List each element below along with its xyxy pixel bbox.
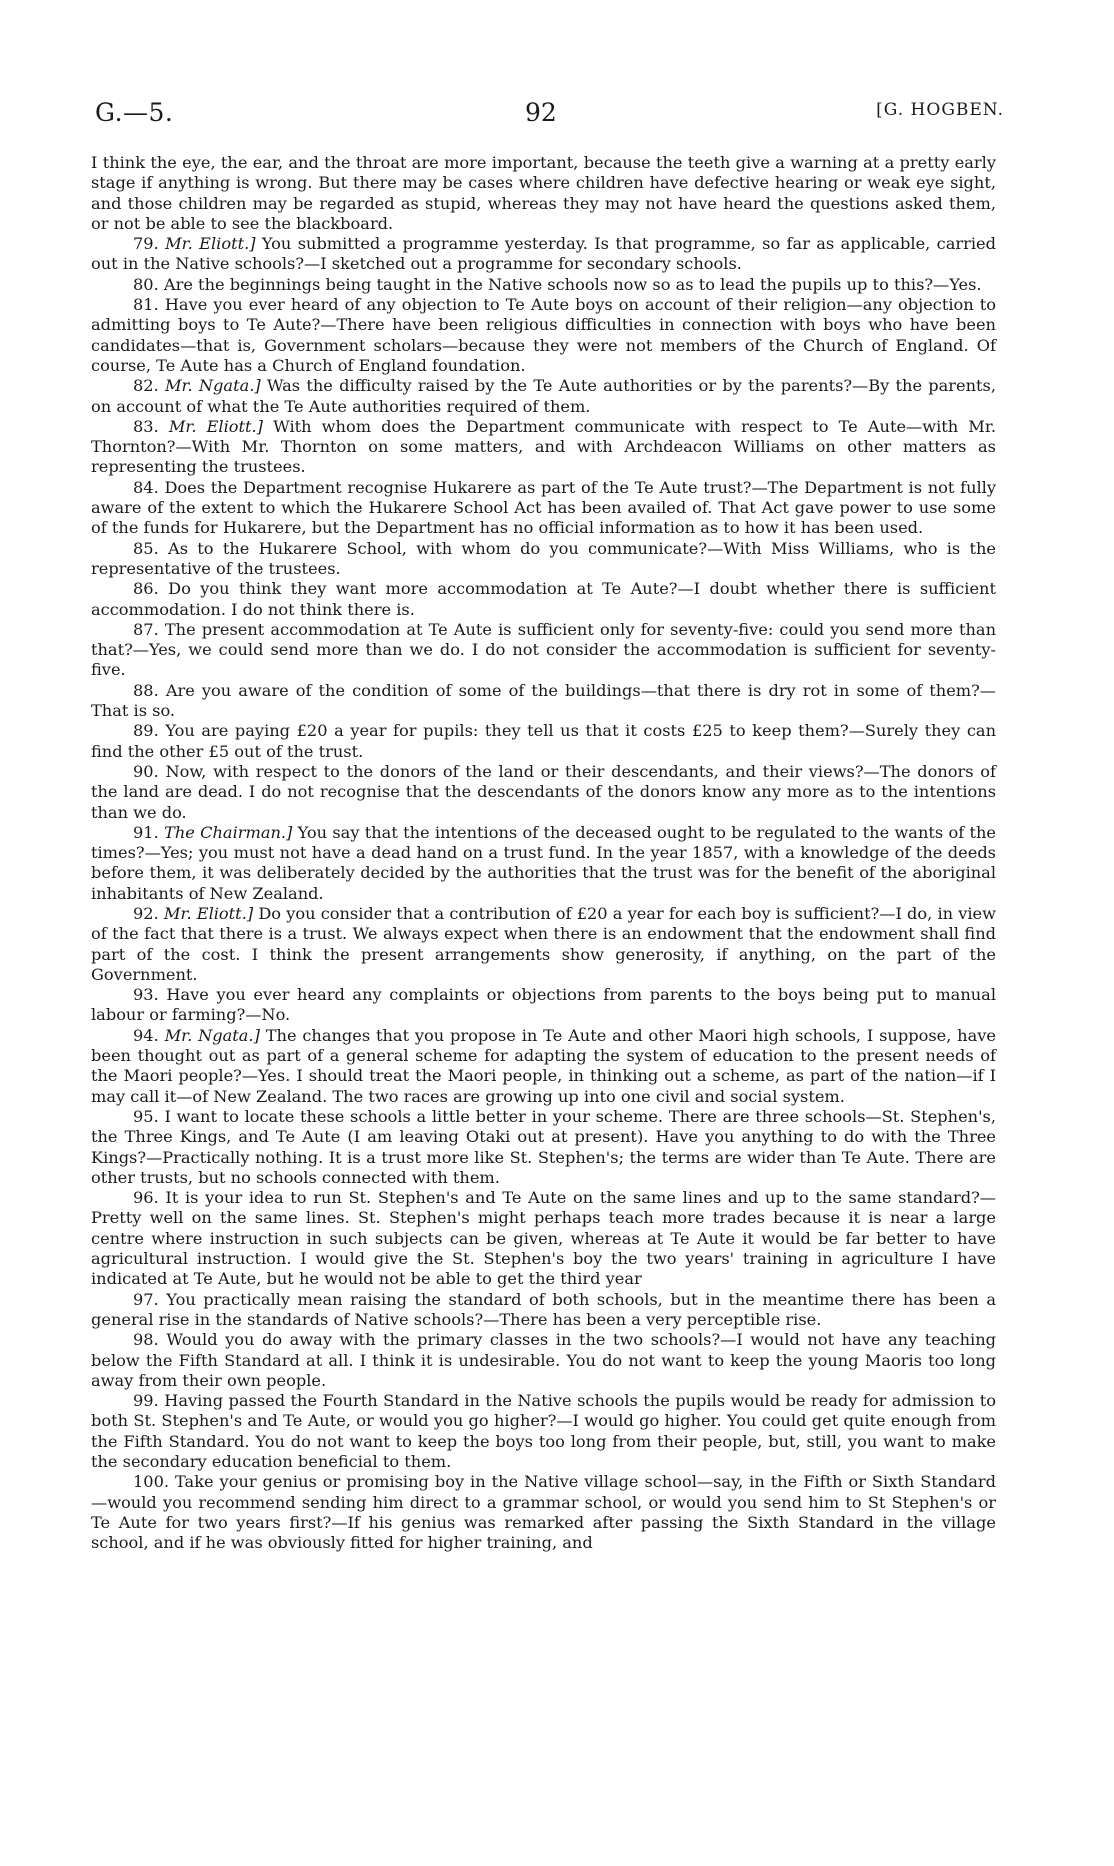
question-number: 90. xyxy=(133,761,159,781)
question-number: 97. xyxy=(133,1289,159,1309)
paragraph-text: You submitted a programme yesterday. Is that programme, so far as applicable, carried out in the Native schools?—I sketched out a programme for secondary schools. xyxy=(91,234,996,274)
paragraph-text: Are you aware of the condition of some of the buildings—that there is dry rot in some of them?—That is so. xyxy=(91,680,996,721)
paragraph-text: It is your idea to run St. Stephen's and Te Aute on the same lines and up to the same standard?—Pretty well on the same lines. St. Stephen's might perhaps teach more trades because it is near a large centre where instruction in such subjects can be given, whereas at Te Aute it would be far better to have agricultural instruction. I would give the St. Stephen's boy the two years' training in agriculture I have indicated at Te Aute, but he would not be able to get the third year xyxy=(91,1188,996,1289)
speaker-name: Mr. Ngata.] xyxy=(164,376,261,396)
paragraph-text: With whom does the Department communicate with respect to Te Aute—with Mr. Thornton?—With Mr. Thornton on some matters, and with Archdeacon Williams on other matters as representing the trustees. xyxy=(91,416,996,477)
paragraph-text: The changes that you propose in Te Aute and other Maori high schools, I suppose, have been thought out as part of a general scheme for adapting the system of education to the present needs of the Maori people?—Yes. I should treat the Maori people, in thinking out a scheme, as part of the nation—if I may call it—of New Zealand. The two races are growing up into one civil and social system. xyxy=(91,1025,996,1106)
paragraph-text: You are paying £20 a year for pupils: they tell us that it costs £25 to keep them?—Surely they can find the other £5 out of the trust. xyxy=(91,721,997,761)
paragraph xyxy=(91,1026,996,1107)
paragraph xyxy=(91,1391,996,1472)
paragraph-text: Do you consider that a contribution of £20 a year for each boy is sufficient?—I do, in view of the fact that there is a trust. We always expect when there is an endowment that the endowment shall find part of the cost. I think the present arrangements show generosity, if anything, on the part of the Government. xyxy=(91,903,996,984)
paragraph-text: Have you ever heard any complaints or objections from parents to the boys being put to manual labour or farming?—No. xyxy=(91,985,997,1025)
paragraph xyxy=(91,275,996,295)
question-number: 79. xyxy=(133,234,159,254)
paragraph xyxy=(91,620,996,681)
question-number: 84. xyxy=(133,477,159,497)
speaker-name: Mr. Eliott.] xyxy=(165,234,256,254)
paragraph xyxy=(91,1290,996,1331)
paragraph xyxy=(91,579,996,620)
paragraph xyxy=(91,417,996,478)
paragraph xyxy=(91,762,996,823)
question-number: 86. xyxy=(133,579,159,599)
question-number: 95. xyxy=(133,1106,159,1126)
question-number: 94. xyxy=(133,1025,159,1045)
paragraph xyxy=(91,153,996,234)
question-number: 80. xyxy=(133,274,159,294)
paragraph xyxy=(91,1330,996,1391)
paragraph xyxy=(91,721,996,762)
paragraph xyxy=(91,234,996,275)
paragraph xyxy=(91,1107,996,1188)
question-number: 100. xyxy=(133,1472,170,1492)
paragraph xyxy=(91,985,996,1026)
paragraph-text: You say that the intentions of the deceased ought to be regulated to the wants of the times?—Yes; you must not have a dead hand on a trust fund. In the year 1857, with a knowledge of the deeds before them, it was deliberately decided by the authorities that the trust was for the benefit of the aboriginal inhabitants of New Zealand. xyxy=(91,822,996,903)
question-number: 92. xyxy=(133,903,159,923)
paragraph xyxy=(91,1188,996,1289)
page-number: 92 xyxy=(525,98,557,127)
paragraph xyxy=(91,904,996,985)
speaker-name: The Chairman.] xyxy=(164,822,293,842)
question-number: 93. xyxy=(133,985,159,1005)
question-number: 99. xyxy=(133,1391,159,1411)
question-number: 89. xyxy=(133,721,159,741)
paragraph-text: Now, with respect to the donors of the land or their descendants, and their views?—The donors of the land are dead. I do not recognise that the descendants of the donors know any more as to the intentions than we do. xyxy=(91,761,996,822)
witness-name: [G. HOGBEN. xyxy=(876,100,1004,120)
paragraph xyxy=(91,539,996,580)
question-number: 88. xyxy=(133,680,159,700)
question-number: 91. xyxy=(133,822,159,842)
paragraph-text: I want to locate these schools a little better in your scheme. There are three schools—St. Stephen's, the Three Kings, and Te Aute (I am leaving Otaki out at present). Have you anything to do with the Three Kings?—Practically nothing. It is a trust more like St. Stephen's; the terms are wider than Te Aute. There are other trusts, but no schools connected with them. xyxy=(91,1106,996,1187)
paragraph-text: Have you ever heard of any objection to Te Aute boys on account of their religion—any objection to admitting boys to Te Aute?—There have been religious difficulties in connection with boys who have been candidates—that is, Government scholars—because they were not members of the Church of England. Of course, Te Aute has a Church of England foundation. xyxy=(91,295,996,375)
question-number: 83. xyxy=(133,416,159,436)
paragraph-text: You practically mean raising the standard of both schools, but in the meantime there has been a general rise in the standards of Native schools?—There has been a very perceptible rise. xyxy=(91,1289,996,1329)
question-number: 87. xyxy=(133,619,159,639)
question-number: 98. xyxy=(133,1330,159,1350)
page-header xyxy=(95,98,1004,132)
paragraph-text: Do you think they want more accommodation at Te Aute?—I doubt whether there is sufficient accommodation. I do not think there is. xyxy=(91,579,996,619)
paragraph xyxy=(91,823,996,904)
paragraph xyxy=(91,376,996,417)
paragraph-text: Having passed the Fourth Standard in the Native schools the pupils would be ready for admission to both St. Stephen's and Te Aute, or would you go higher?—I would go higher. You could get quite enough from the Fifth Standard. You do not want to keep the boys too long from their people, but, still, you want to make the secondary education beneficial to them. xyxy=(91,1391,996,1471)
paragraph-text: I think the eye, the ear, and the throat are more important, because the teeth give a warning at a pretty early stage if anything is wrong. But there may be cases where children have defective hearing or weak eye sight, and those children may be regarded as stupid, whereas they may not have heard the questions asked them, or not be able to see the blackboard. xyxy=(91,153,996,233)
paragraph-text: Does the Department recognise Hukarere as part of the Te Aute trust?—The Department is not fully aware of the extent to which the Hukarere School Act has been availed of. That Act gave power to use some of the funds for Hukarere, but the Department has no official information as to how it has been used. xyxy=(91,477,996,538)
paragraph-text: Are the beginnings being taught in the Native schools now so as to lead the pupils up to this?—Yes. xyxy=(163,274,982,294)
speaker-name: Mr. Ngata.] xyxy=(164,1025,260,1045)
paragraph xyxy=(91,1472,996,1553)
paragraph xyxy=(91,478,996,539)
speaker-name: Mr. Eliott.] xyxy=(168,416,264,436)
paragraph xyxy=(91,295,996,376)
parliamentary-paper-reference: G.—5. xyxy=(95,98,174,127)
paragraph xyxy=(91,681,996,722)
question-number: 85. xyxy=(133,538,159,558)
paragraph-text: Take your genius or promising boy in the Native village school—say, in the Fifth or Sixth Standard—would you recommend sending him direct to a grammar school, or would you send him to St Stephen's or Te Aute for two years first?—If his genius was remarked after passing the Sixth Standard in the village school, and if he was obviously fitted for higher training, and xyxy=(91,1472,996,1553)
paragraph-text: The present accommodation at Te Aute is sufficient only for seventy-five: could you send more than that?—Yes, we could send more than we do. I do not consider the accommodation is sufficient for seventy-five. xyxy=(91,619,996,680)
speaker-name: Mr. Eliott.] xyxy=(163,903,254,923)
paragraph-text: Would you do away with the primary classes in the two schools?—I would not have any teaching below the Fifth Standard at all. I think it is undesirable. You do not want to keep the young Maoris too long away from their own people. xyxy=(91,1330,996,1390)
question-number: 82. xyxy=(133,376,159,396)
document-body xyxy=(91,153,996,1553)
paragraph-text: Was the difficulty raised by the Te Aute authorities or by the parents?—By the parents, on account of what the Te Aute authorities required of them. xyxy=(91,376,996,416)
question-number: 81. xyxy=(133,295,159,315)
paragraph-text: As to the Hukarere School, with whom do you communicate?—With Miss Williams, who is the representative of the trustees. xyxy=(91,538,996,578)
question-number: 96. xyxy=(133,1188,159,1208)
